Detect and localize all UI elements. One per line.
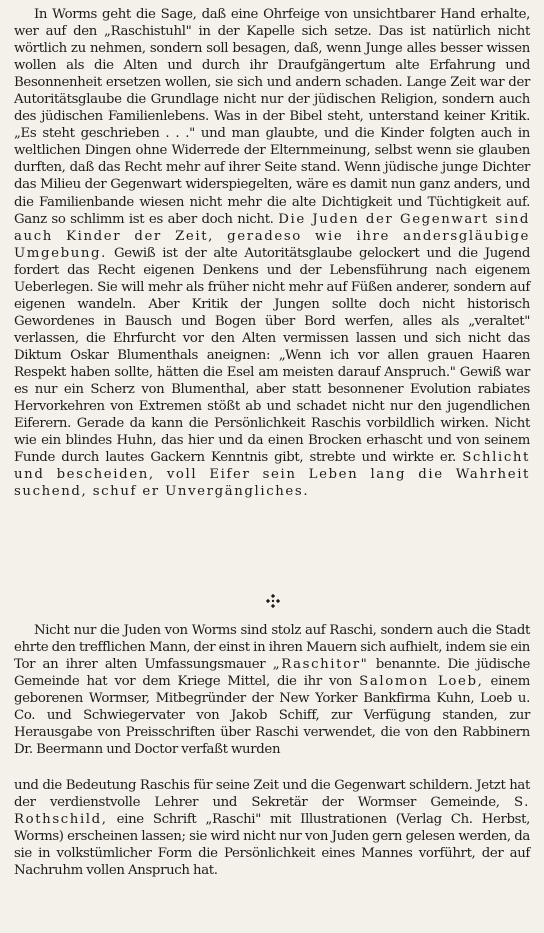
spaced-text: Salomon Loeb, [359,674,484,690]
text-run: In Worms geht die Sage, daß eine Ohrfeige von unsichtbarer Hand erhalte, wer auf den „Raschistuhl" in der Kapelle sich setze. Das ist natürlich nicht wörtlich zu nehmen, sondern soll besagen, daß, wenn Junge alles besser wissen wollen als die Alten und durch ihr Draufgängertum alte Erfahrung und Besonnenheit ersetzen wollen, sie sich und andern schaden. Lange Zeit war der Autoritätsglaube die Grundlage nicht nur der jüdischen Religion, sondern auch des jüdischen Familienlebens. Was in der Bibel steht, unterstand keiner Kritik. „Es steht geschrieben . . ." und man glaubte, und die Kinder folgten auch in weltlichen Dingen ohne Widerrede der Elternmeinung, selbst wenn sie glauben durften, daß das Recht mehr auf ihrer Seite stand. Wenn jüdische junge Dichter das Milieu der Gegenwart widerspiegelten, wäre es damit nun ganz anders, und die Familienbande wiesen nicht mehr die alte Dichtigkeit und Tüchtigkeit auf. Ganz so schlimm ist es aber doch nicht. [14,7,530,227]
text-run: einem geborenen Wormser, Mitbegründer der New Yorker Bankfirma Kuhn, Loeb u. Co. und Schwiegervater von Jakob Schiff, zur Verfügung standen, zur Herausgabe von Preisschriften über Raschi verwendet, die von den Rabbinern Dr. Beermann und Doctor verfaßt wurden [14,674,530,758]
spaced-text: Schlicht und bescheiden, voll Eifer sein Leben lang die Wahrheit suchend, schuf er Unvergängliches. [14,450,530,500]
spaced-text: S. Rothschild, [14,795,530,828]
spaced-text: „Raschitor" [272,657,369,673]
text-run: Nicht nur die Juden von Worms sind stolz auf Raschi, sondern auch die Stadt ehrte den trefflichen Mann, der einst in ihren Mauern sich aufhielt, indem sie ein Tor an ihrer alten Umfassungsmauer [14,623,530,673]
text-run: Gewiß ist der alte Autoritätsglaube gelockert und die Jugend fordert das Recht eigenen Denkens und der Lebensführung nach eigenem Ueberlegen. Sie will mehr als früher nicht mehr auf Füßen anderer, sondern auf eigenen wandeln. Aber Kritik der Jungen sollte doch nicht historisch Gewordenes in Bausch und Bogen über Bord werfen, alles als „veraltet" verlassen, die Ehrfurcht vor den Alten vermissen lassen und sich nicht das Diktum Oskar Blumenthals aneignen: „Wenn ich vor allen grauen Haaren Respekt haben sollte, hätten die Esel am meisten darauf Anspruch." Gewiß war es nur ein Scherz von Blumenthal, aber statt besonnener Evolution rabiates Hervorkehren von Extremen stößt ab und schadet nicht nur den jugendlichen Eiferern. Gerade da kann die Persönlichkeit Raschis vorbildlich wirken. Nicht wie ein blindes Huhn, das hier und da einen Brocken erhascht und von seinem Funde durch lautes Gackern Kenntnis gibt, strebte und wirkte er. [14,245,530,466]
text-run: und die Bedeutung Raschis für seine Zeit und die Gegenwart schildern. Jetzt hat der verdienstvolle Lehrer und Sekretär der Wormser Gemeinde, [14,778,530,811]
spaced-text: Die Juden der Gegenwart sind auch Kinder der Zeit, geradeso wie ihre andersgläubige Umgebung. [14,211,530,261]
section-divider-icon [266,594,280,608]
text-run: benannte. Die jüdische Gemeinde hat vor dem Kriege Mittel, die ihr von [14,657,530,690]
paragraph-rothschild-schrift [14,777,530,879]
text-run: eine Schrift „Raschi" mit Illustrationen (Verlag Ch. Herbst, Worms) erscheinen lassen; sie wird nicht nur von Juden gern gelesen werden, da sie in volkstümlicher Form die Persönlichkeit eines Mannes vorführt, der auf Nachruhm vollen Anspruch hat. [14,812,530,879]
paragraph-raschitor [14,622,530,758]
paragraph-raschi-stuhl [14,6,530,500]
